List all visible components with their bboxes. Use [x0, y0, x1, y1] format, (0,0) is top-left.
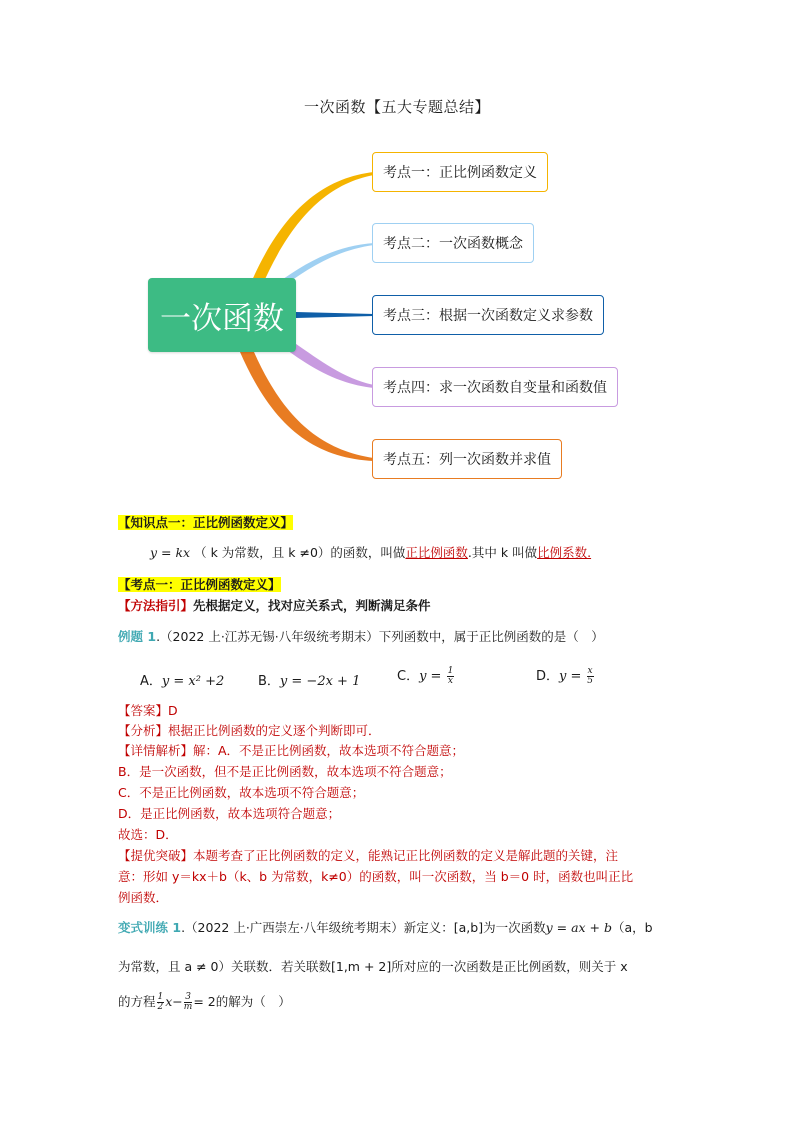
- knowledge-part1: （ k 为常数，且 k ≠0）的函数，叫做: [194, 545, 406, 560]
- knowledge-formula: y = kx: [150, 545, 191, 560]
- connector-topic-3: [296, 312, 374, 318]
- example1-tip-1: 【提优突破】本题考查了正比例函数的定义，能熟记正比例函数的定义是解此题的关键，注: [118, 848, 619, 863]
- topic1-header-text: 【考点一：正比例函数定义】: [118, 577, 281, 592]
- option-d-den: 5: [587, 676, 593, 686]
- method-text: 先根据定义，找对应关系式，判断满足条件: [193, 598, 431, 613]
- mindmap-topic-1: 考点一：正比例函数定义: [372, 152, 548, 192]
- method-label: 【方法指引】: [118, 598, 194, 613]
- example1-detail: 【详情解析】解：A．不是正比例函数，故本选项不符合题意；: [118, 743, 465, 758]
- knowledge-definition: [150, 544, 591, 562]
- example1-question: [118, 628, 604, 646]
- variant1-frac2-num: 3: [185, 992, 191, 1002]
- knowledge-part2: .其中 k 叫做: [467, 545, 538, 560]
- option-d-letter: D．: [536, 669, 560, 684]
- example1-line-c: C．不是正比例函数，故本选项不符合题意；: [118, 785, 365, 800]
- topic1-header: [118, 576, 281, 594]
- variant1-fraction-1: [157, 993, 165, 1012]
- option-c: [397, 665, 455, 686]
- option-d-expr: y =: [559, 669, 586, 684]
- variant1-frac2-den: m: [183, 1002, 193, 1012]
- option-d-num: x: [587, 666, 593, 676]
- example1-analysis: 【分析】根据正比例函数的定义逐个判断即可．: [118, 723, 381, 738]
- example1-tip-2: 意：形如 y＝kx＋b（k、b 为常数，k≠0）的函数，叫一次函数，当 b＝0 时，函数也叫正比: [118, 869, 634, 884]
- option-b-expr: y = −2x + 1: [279, 674, 361, 689]
- option-d-fraction: [587, 667, 594, 686]
- option-c-expr: y =: [419, 669, 446, 684]
- example1-text: .（2022 上·江苏无锡·八年级统考期末）下列函数中，属于正比例函数的是（ ）: [156, 629, 604, 644]
- variant1-expr: y = ax + b: [545, 920, 612, 935]
- option-c-letter: C．: [397, 669, 420, 684]
- variant1-frac1-num: 1: [157, 992, 164, 1002]
- method-guide: [118, 597, 431, 615]
- knowledge-term-proportional: 正比例函数: [405, 545, 468, 560]
- example1-answer: 【答案】D: [118, 703, 178, 718]
- option-b: [258, 670, 360, 689]
- variant1-line-3: [118, 993, 291, 1012]
- example1-label: 例题 1: [118, 629, 157, 644]
- option-b-letter: B．: [258, 674, 280, 689]
- variant1-text-1: .（2022 上·广西崇左·八年级统考期末）新定义：[a,b]为一次函数: [181, 920, 546, 935]
- mindmap-topic-5: 考点五：列一次函数并求值: [372, 439, 562, 479]
- example1-line-d: D．是正比例函数，故本选项符合题意；: [118, 806, 341, 821]
- variant1-label: 变式训练 1: [118, 920, 182, 935]
- option-c-fraction: [447, 667, 455, 686]
- option-a-expr: y = x² +2: [161, 674, 225, 689]
- page-title: 一次函数【五大专题总结】: [303, 98, 490, 116]
- variant1-text-3a: 的方程: [118, 994, 156, 1009]
- variant1-text-3b: = 2的解为（ ）: [193, 994, 291, 1009]
- option-a: [140, 670, 224, 689]
- connector-topic-1: [250, 172, 374, 286]
- connector-topic-5: [240, 352, 374, 461]
- option-a-letter: A．: [140, 674, 162, 689]
- mindmap-topic-4: 考点四：求一次函数自变量和函数值: [372, 367, 618, 407]
- mindmap-topic-3: 考点三：根据一次函数定义求参数: [372, 295, 604, 335]
- variant1-fraction-2: [184, 993, 193, 1012]
- knowledge-header: [118, 514, 293, 532]
- variant1-frac1-den: 2: [157, 1002, 164, 1012]
- option-c-den: x: [447, 676, 453, 686]
- variant1-line-2: 为常数，且 a ≠ 0）关联数．若关联数[1,m + 2]所对应的一次函数是正比例函数，则关于 x: [118, 959, 628, 974]
- option-d: [536, 665, 595, 686]
- example1-conclusion: 故选：D．: [118, 827, 178, 842]
- mindmap-topic-2: 考点二：一次函数概念: [372, 223, 534, 263]
- mindmap-center: 一次函数: [148, 278, 296, 352]
- example1-line-b: B．是一次函数，但不是正比例函数，故本选项不符合题意；: [118, 764, 452, 779]
- example1-tip-3: 例函数．: [118, 890, 169, 905]
- variant1-mid: x−: [165, 994, 183, 1009]
- knowledge-term-coefficient: 比例系数.: [537, 545, 592, 560]
- variant1-line-1: [118, 919, 653, 937]
- option-c-num: 1: [447, 666, 454, 676]
- knowledge-header-text: 【知识点一：正比例函数定义】: [118, 515, 294, 530]
- variant1-tail: （a，b: [612, 920, 653, 935]
